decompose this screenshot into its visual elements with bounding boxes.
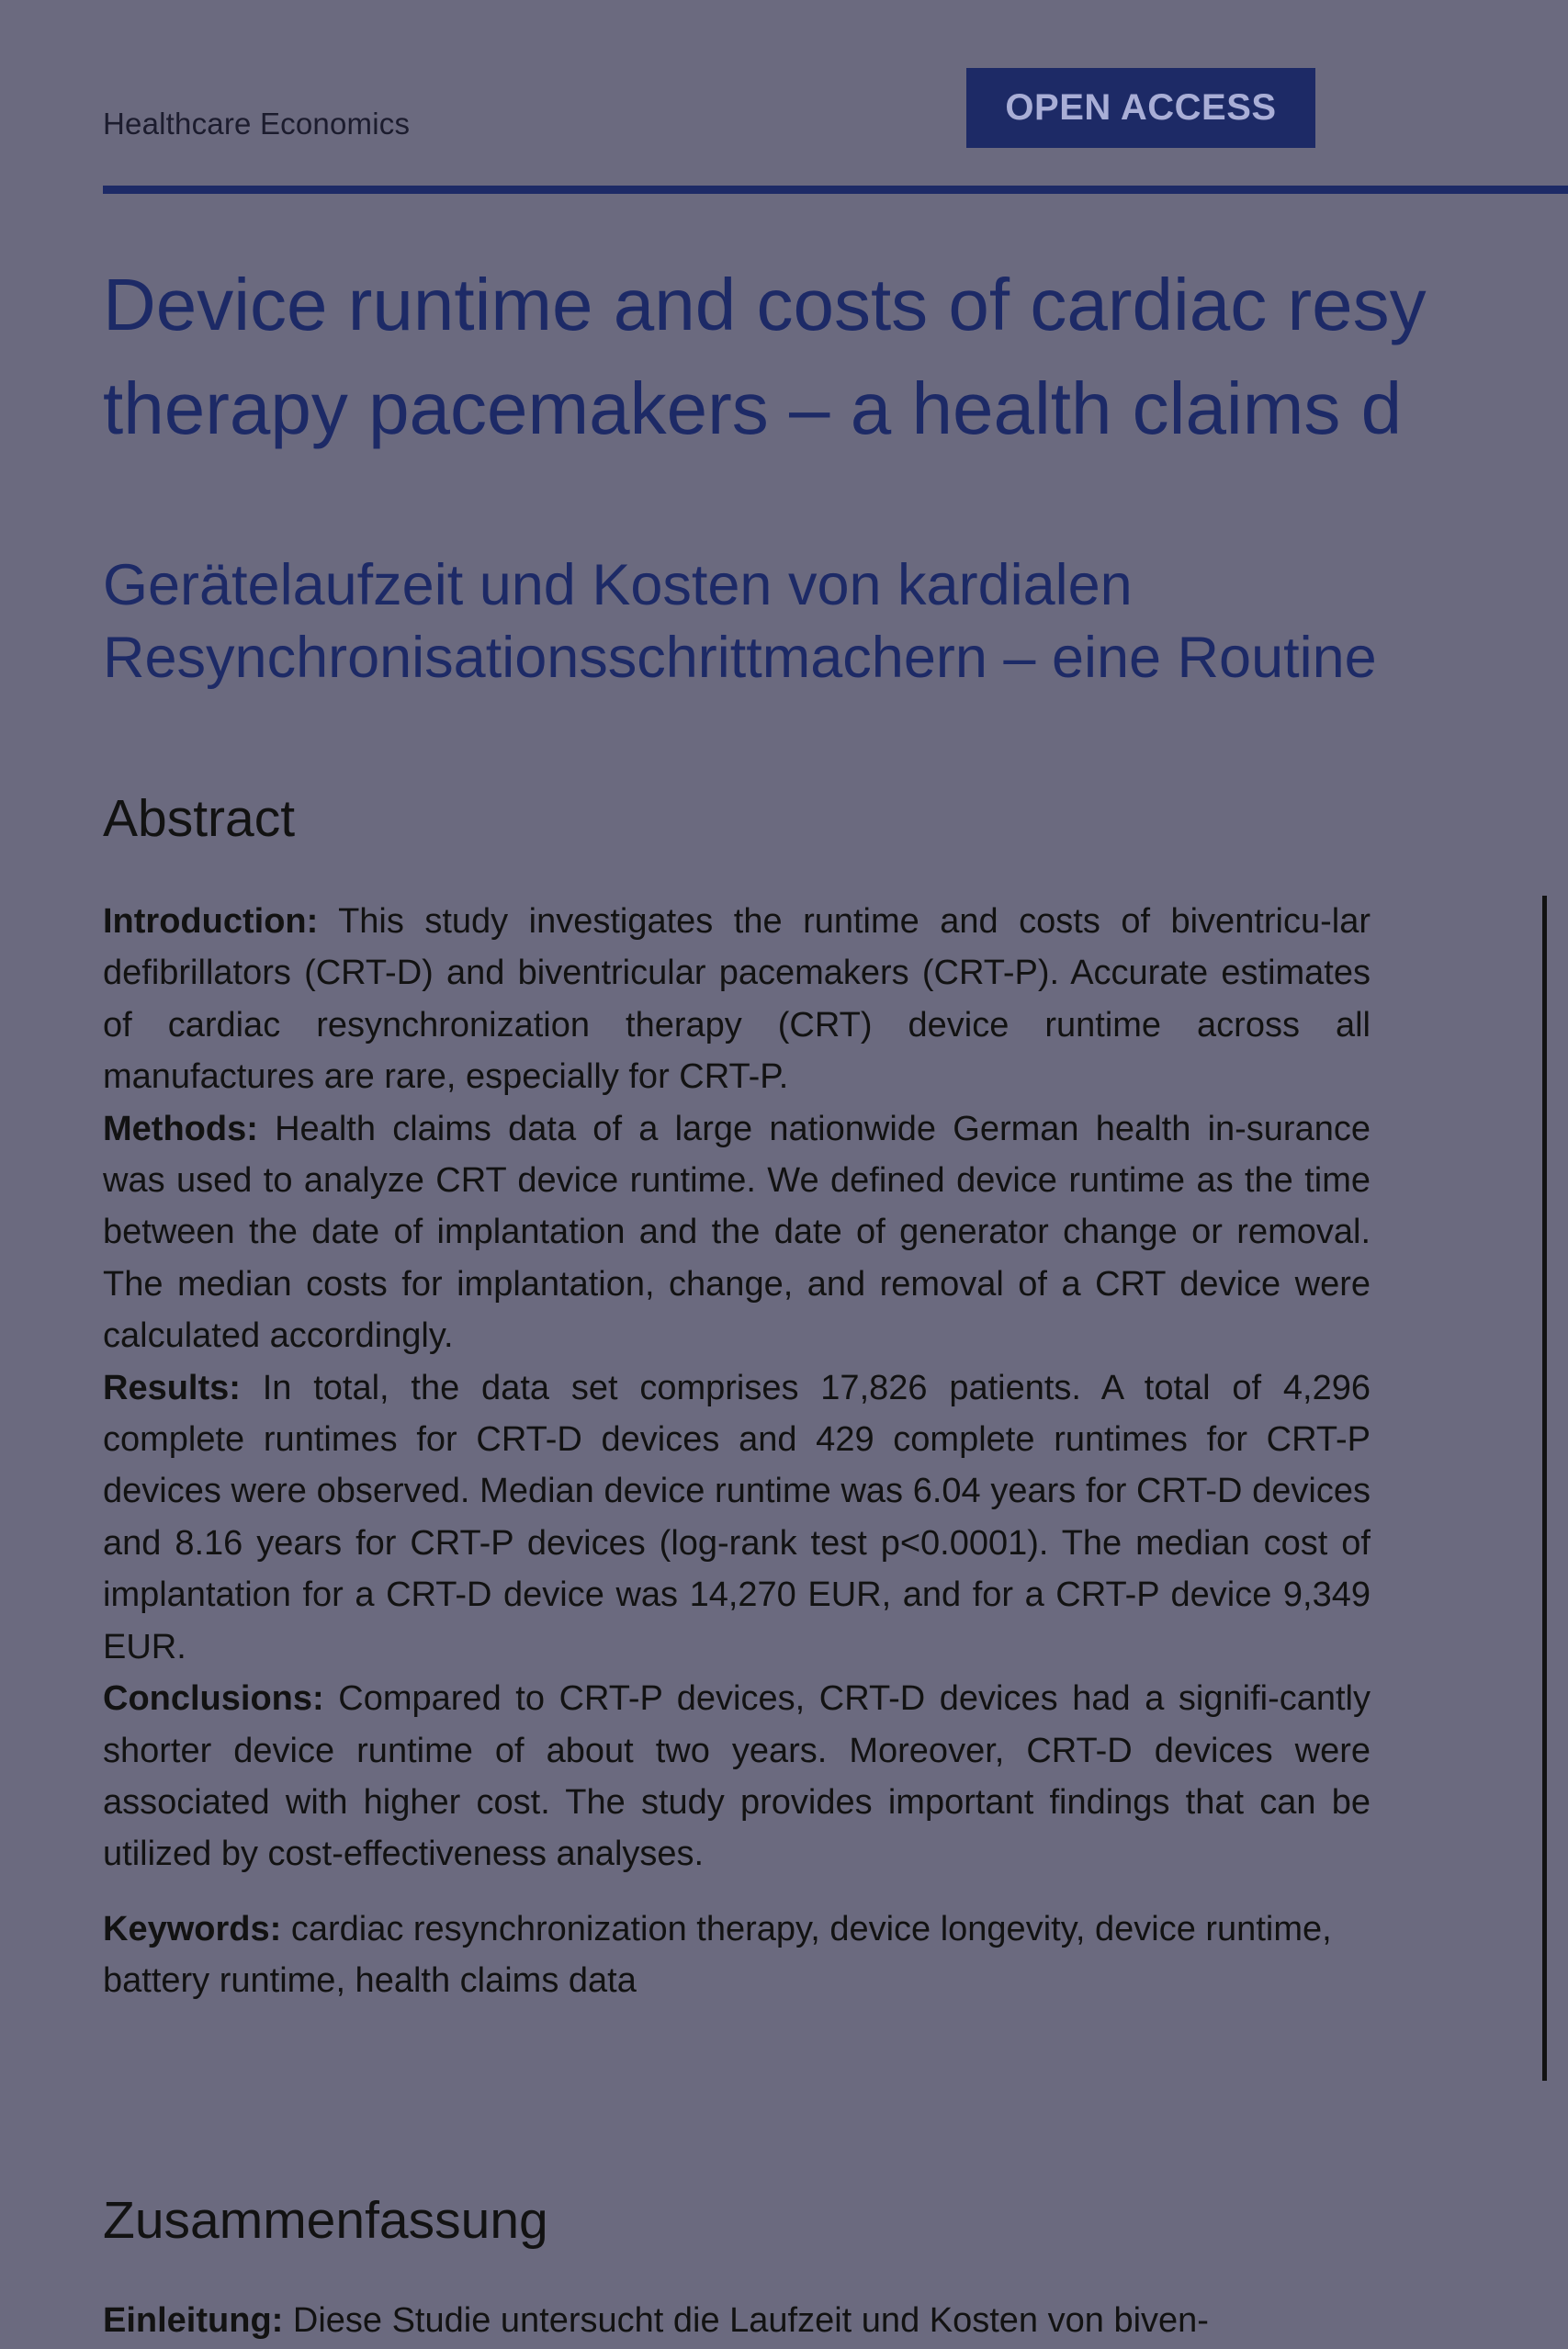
abstract-conclusions-text: Compared to CRT-P devices, CRT-D devices had a signifi-cantly shorter device runtime of about two years. Moreover, CRT-D devices were associated with higher cost. The study provides important findings that can be utilized by cost-effectiveness analyses. (103, 1679, 1371, 1874)
article-title-line-1: Device runtime and costs of cardiac resy (103, 264, 1427, 345)
article-title-line-2: therapy pacemakers – a health claims d (103, 367, 1403, 449)
keywords (103, 1903, 1371, 2007)
keywords-text: cardiac resynchronization therapy, device longevity, device runtime, battery runtime, health claims data (103, 1910, 1332, 2001)
abstract-body (103, 896, 1371, 1880)
article-title (103, 253, 1568, 460)
article-subtitle-line-1: Gerätelaufzeit und Kosten von kardialen (103, 553, 1133, 617)
abstract-heading: Abstract (103, 789, 296, 848)
abstract-conclusions (103, 1673, 1371, 1880)
page-header (0, 0, 1568, 193)
abstract-methods-text: Health claims data of a large nationwide German health in-surance was used to analyze CRT device runtime. We defined device runtime as the time between the date of implantation and the date of generator change or removal. The median costs for implantation, change, and removal of a CRT device were calculated accordingly. (103, 1109, 1371, 1356)
abstract-methods-label: Methods: (103, 1109, 258, 1148)
article-subtitle-german (103, 549, 1568, 695)
abstract-results-text: In total, the data set comprises 17,826 patients. A total of 4,296 complete runtimes for CRT-D devices and 429 complete runtimes for CRT-P devices were observed. Median device runtime was 6.04 years for CRT-D devices and 8.16 years for CRT-P devices (log-rank test p<0.0001). The median cost of implantation for a CRT-D device was 14,270 EUR, and for a CRT-P device 9,349 EUR. (103, 1368, 1371, 1666)
zusammenfassung-einleitung (103, 2295, 1371, 2346)
article-subtitle-line-2: Resynchronisationsschrittmachern – eine Routine (103, 626, 1377, 690)
abstract-methods (103, 1103, 1371, 1362)
abstract-introduction-text: This study investigates the runtime and costs of biventricu-lar defibrillators (CRT-D) and biventricular pacemakers (CRT-P). Accurate estimates of cardiac resynchronization therapy (CRT) device runtime across all manufactures are rare, especially for CRT-P. (103, 902, 1371, 1097)
abstract-results (103, 1362, 1371, 1673)
open-access-badge: OPEN ACCESS (966, 68, 1315, 148)
zusammenfassung-heading: Zusammenfassung (103, 2191, 548, 2250)
keywords-label: Keywords: (103, 1910, 282, 1948)
abstract-results-label: Results: (103, 1368, 241, 1407)
header-divider (103, 186, 1568, 194)
abstract-introduction-label: Introduction: (103, 902, 319, 941)
vertical-column-rule (1542, 896, 1547, 2081)
einleitung-text: Diese Studie untersucht die Laufzeit und Kosten von biven- (283, 2301, 1209, 2340)
abstract-introduction (103, 896, 1371, 1103)
einleitung-label: Einleitung: (103, 2301, 284, 2340)
abstract-conclusions-label: Conclusions: (103, 1679, 324, 1719)
journal-name: Healthcare Economics (103, 107, 411, 141)
